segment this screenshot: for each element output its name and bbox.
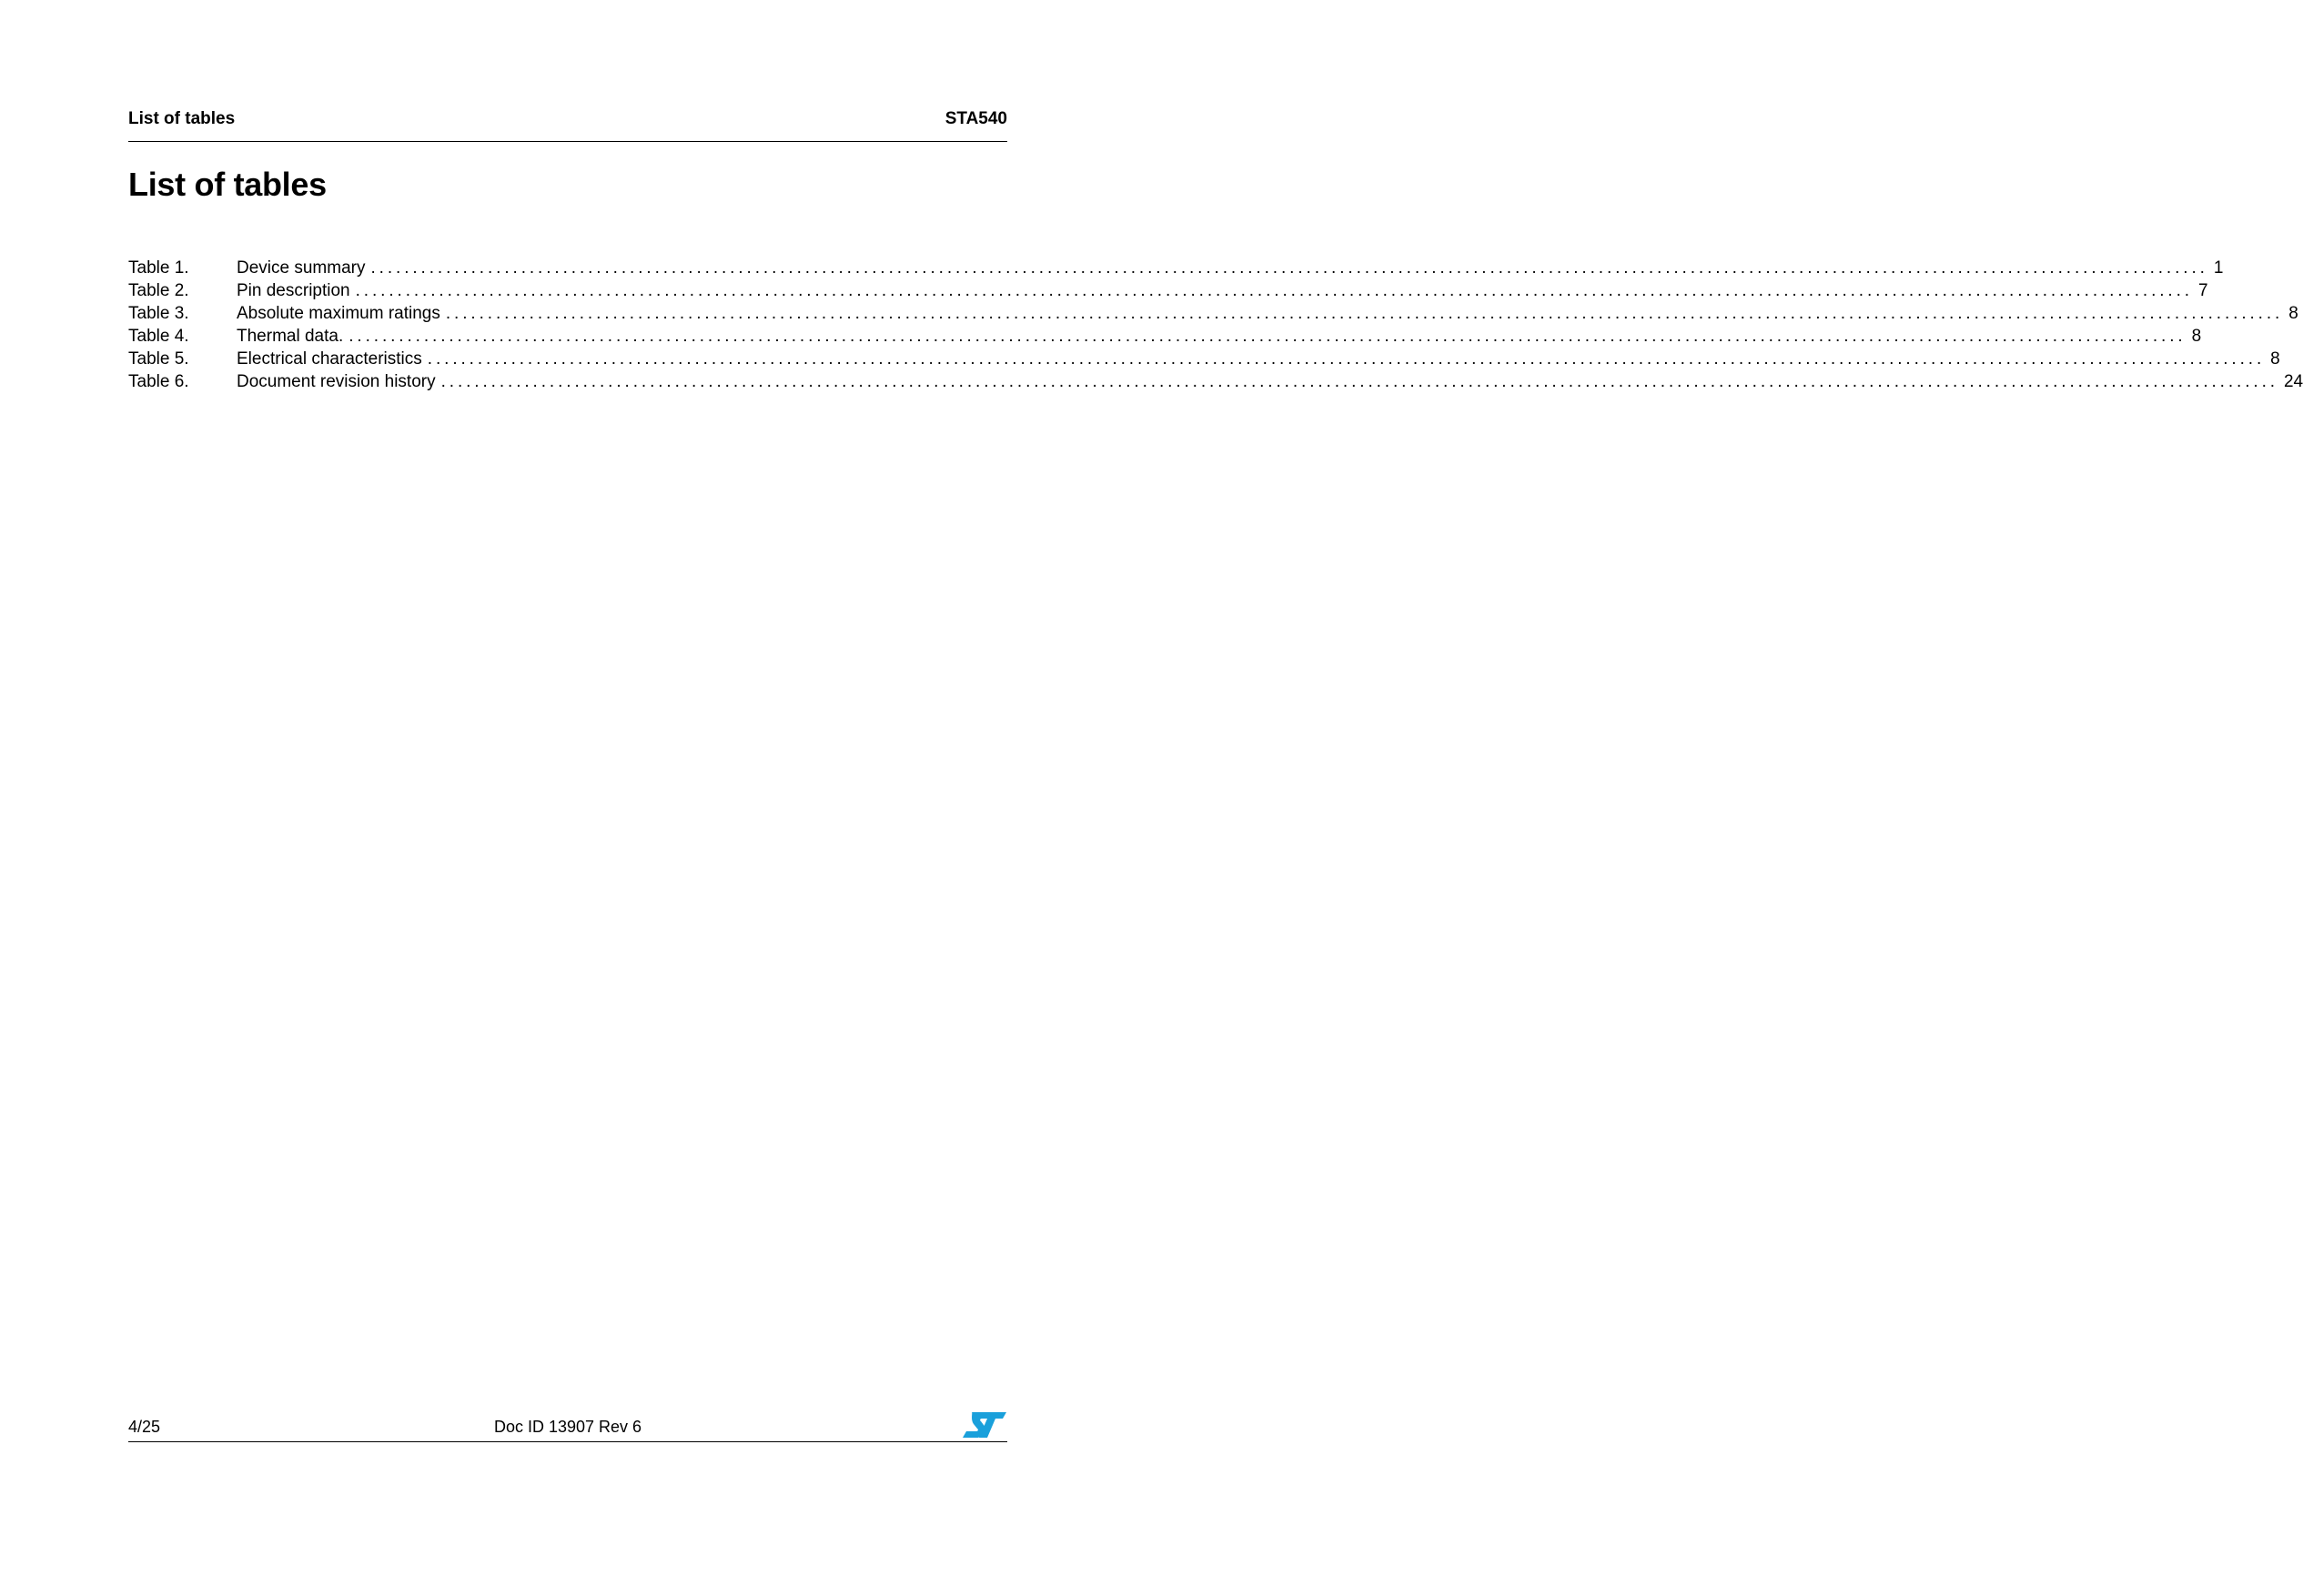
toc-dot-leader: ............................................................................................................................................................................................................................: [445, 304, 2284, 323]
toc-dot-leader: ............................................................................................................................................................................................................................: [348, 327, 2187, 346]
toc-entry-title[interactable]: Absolute maximum ratings: [237, 304, 440, 323]
page-header: [128, 109, 1007, 129]
toc-entry[interactable]: [128, 279, 2208, 302]
toc-entry[interactable]: [128, 325, 2202, 348]
toc-entry-title[interactable]: Electrical characteristics: [237, 349, 422, 369]
toc-dot-leader: ............................................................................................................................................................................................................................: [355, 281, 2193, 300]
toc-entry-title[interactable]: Device summary: [237, 258, 366, 278]
toc-entry-title[interactable]: Document revision history: [237, 372, 436, 391]
footer-page-number: 4/25: [128, 1418, 161, 1436]
header-divider: [128, 141, 1007, 142]
toc-dot-leader: ............................................................................................................................................................................................................................: [440, 372, 2278, 391]
footer-divider: [128, 1441, 1007, 1442]
toc-entry-page[interactable]: 24: [2283, 372, 2303, 391]
page-footer: [128, 1418, 1007, 1439]
header-product-name: STA540: [944, 109, 1007, 128]
toc-entry-page[interactable]: 8: [2270, 349, 2280, 369]
header-section-title: List of tables: [128, 109, 236, 128]
toc-dot-leader: ............................................................................................................................................................................................................................: [427, 349, 2266, 369]
table-of-tables: [128, 257, 2303, 393]
st-logo-icon: [962, 1410, 1007, 1439]
st-logo-shape: [963, 1412, 1006, 1438]
toc-entry-number: Table 4.: [128, 327, 189, 346]
toc-entry[interactable]: [128, 370, 2303, 393]
toc-entry-number: Table 3.: [128, 304, 189, 323]
toc-entry-page[interactable]: 8: [2288, 304, 2298, 323]
toc-entry-page[interactable]: 1: [2213, 258, 2224, 278]
toc-entry-page[interactable]: 7: [2197, 281, 2208, 300]
toc-dot-leader: ............................................................................................................................................................................................................................: [370, 258, 2208, 278]
footer-doc-id: Doc ID 13907 Rev 6: [493, 1418, 642, 1436]
toc-entry[interactable]: [128, 302, 2298, 325]
toc-entry-title[interactable]: Pin description: [237, 281, 350, 300]
page-title: List of tables: [128, 166, 327, 203]
toc-entry-number: Table 6.: [128, 372, 189, 391]
toc-entry-title[interactable]: Thermal data.: [237, 327, 344, 346]
toc-entry-number: Table 2.: [128, 281, 189, 300]
toc-entry[interactable]: [128, 348, 2280, 370]
toc-entry-number: Table 5.: [128, 349, 189, 369]
toc-entry-page[interactable]: 8: [2191, 327, 2202, 346]
toc-entry-number: Table 1.: [128, 258, 189, 278]
toc-entry[interactable]: [128, 257, 2224, 279]
